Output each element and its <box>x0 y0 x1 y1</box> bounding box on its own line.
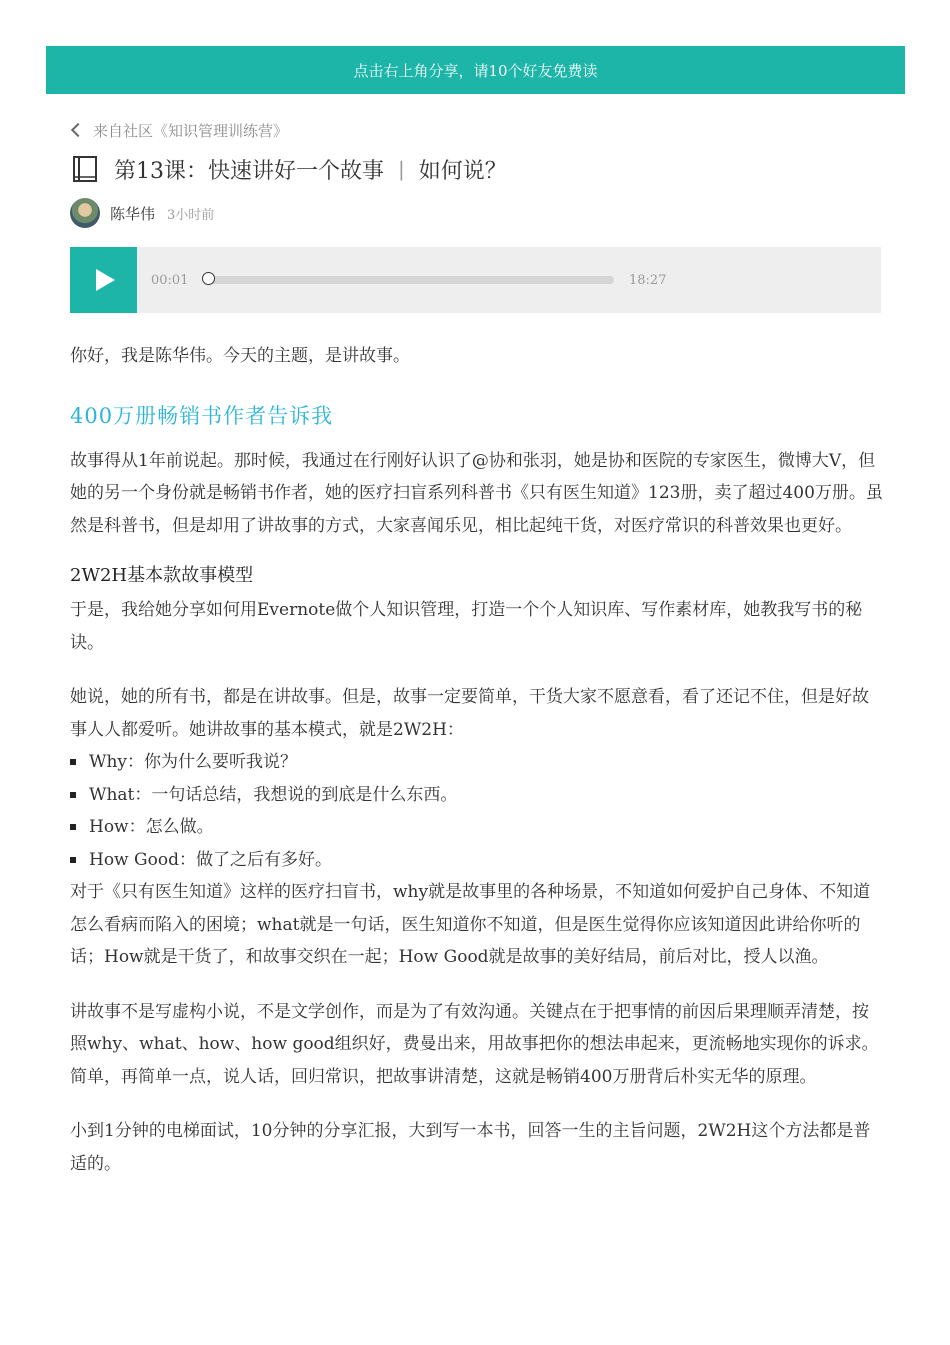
book-icon <box>70 154 100 184</box>
total-time: 18:27 <box>629 272 667 288</box>
lesson-title-row <box>70 152 507 186</box>
play-button[interactable] <box>70 247 137 313</box>
paragraph: 于是，我给她分享如何用Evernote做个人知识管理，打造一个个人知识库、写作素材库，她教我写书的秘诀。 <box>70 600 863 653</box>
list-item <box>70 779 885 812</box>
list-item-text: What：一句话总结，我想说的到底是什么东西。 <box>89 784 458 805</box>
progress-thumb[interactable] <box>202 272 215 285</box>
post-time: 3小时前 <box>167 207 215 223</box>
author-name[interactable]: 陈华伟 <box>110 204 156 223</box>
bullet-icon <box>70 759 76 765</box>
paragraph: 故事得从1年前说起。那时候，我通过在行刚好认识了@协和张羽，她是协和医院的专家医生，微博大V，但她的另一个身份就是畅销书作者，她的医疗扫盲系列科普书《只有医生知道》123册，卖了超过400万册。虽然是科普书，但是却用了讲故事的方式，大家喜闻乐见，相比起纯干货，对医疗常识的科普效果也更好。 <box>70 450 883 536</box>
section-heading: 400万册畅销书作者告诉我 <box>70 403 334 428</box>
page-subtitle: 如何说？ <box>418 158 507 184</box>
current-time: 00:01 <box>151 272 189 288</box>
title-separator: | <box>398 157 405 181</box>
chevron-left-icon <box>71 123 85 137</box>
intro-paragraph: 你好，我是陈华伟。今天的主题，是讲故事。 <box>70 346 410 366</box>
progress-track[interactable] <box>205 276 614 284</box>
paragraph: 讲故事不是写虚构小说，不是文学创作，而是为了有效沟通。关键点在于把事情的前因后果理顺弄清楚，按照why、what、how、how good组织好，费曼出来，用故事把你的想法串起来，更流畅地实现你的诉求。简单，再简单一点，说人话，回归常识，把故事讲清楚，这就是畅销400万册背后朴实无华的原理。 <box>70 1001 879 1087</box>
play-icon <box>96 269 115 291</box>
bullet-icon <box>70 824 76 830</box>
paragraph: 对于《只有医生知道》这样的医疗扫盲书，why就是故事里的各种场景，不知道如何爱护自己身体、不知道怎么看病而陷入的困境；what就是一句话，医生知道你不知道，但是医生觉得你应该知道因此讲给你听的话；How就是干货了，和故事交织在一起；How Good就是故事的美好结局，前后对比，授人以渔。 <box>70 882 871 967</box>
list-item-text: How：怎么做。 <box>89 817 214 837</box>
list-item <box>70 844 885 877</box>
avatar[interactable] <box>70 198 100 228</box>
list-item-text: How Good：做了之后有多好。 <box>89 849 332 870</box>
subsection-heading: 2W2H基本款故事模型 <box>70 565 254 586</box>
author-row <box>70 197 214 229</box>
breadcrumb[interactable] <box>70 120 288 140</box>
bullet-icon <box>70 792 76 798</box>
share-banner-text: 点击右上角分享，请10个好友免费读 <box>353 61 598 80</box>
paragraph: 她说，她的所有书，都是在讲故事。但是，故事一定要简单，干货大家不愿意看，看了还记不住，但是好故事人人都爱听。她讲故事的基本模式，就是2W2H： <box>70 687 869 740</box>
bullet-icon <box>70 857 76 863</box>
article-body <box>70 340 885 1180</box>
list-item <box>70 746 885 779</box>
paragraph: 小到1分钟的电梯面试，10分钟的分享汇报，大到写一本书，回答一生的主旨问题，2W2H这个方法都是普适的。 <box>70 1121 871 1174</box>
breadcrumb-label: 来自社区《知识管理训练营》 <box>93 121 289 140</box>
page-title: 第13课：快速讲好一个故事 <box>114 158 384 184</box>
share-banner[interactable] <box>46 46 905 94</box>
audio-player <box>70 247 881 313</box>
list-item <box>70 811 885 844</box>
bullet-list <box>70 746 885 876</box>
list-item-text: Why：你为什么要听我说？ <box>89 752 298 772</box>
